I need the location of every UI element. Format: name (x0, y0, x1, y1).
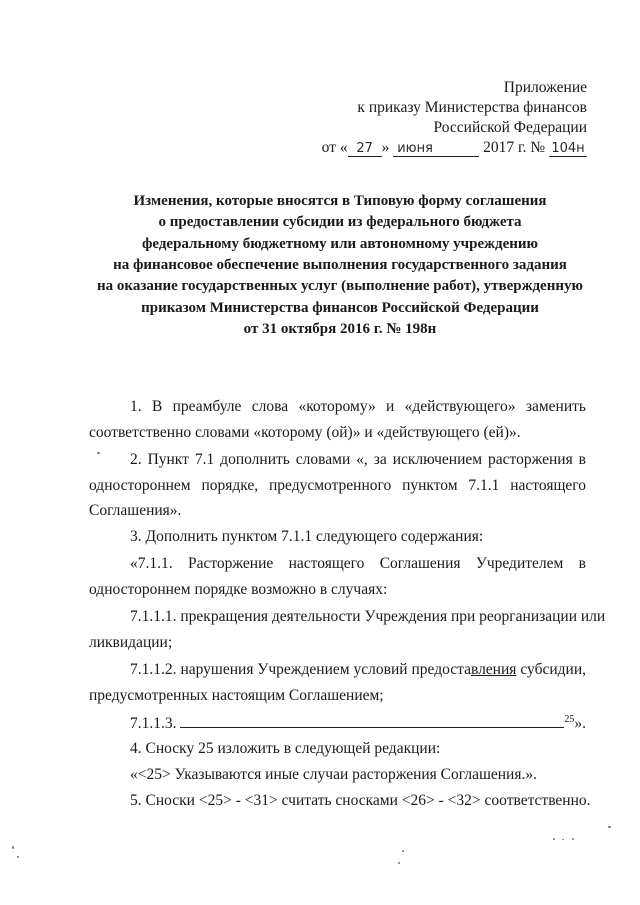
scan-speck (562, 839, 564, 840)
scan-speck (17, 856, 19, 858)
ministry-country: Российской Федерации (433, 119, 587, 136)
appendix-label: Приложение (503, 79, 587, 96)
order-reference: к приказу Министерства финансов (357, 99, 587, 116)
scan-speck (402, 850, 404, 852)
order-date-line (322, 138, 587, 157)
scan-speck (572, 838, 574, 840)
scan-speck (553, 838, 555, 840)
para-4-line-2: одностороннем порядке возможно в случаях: (89, 581, 388, 598)
date-mid: » (381, 139, 390, 156)
title-line-3: федеральному бюджетному или автономному учреждению (141, 236, 539, 252)
title-line-1: Изменения, которые вносятся в Типовую форму соглашения (133, 193, 547, 209)
para-10-line-1: 5. Сноски <25> - <31> считать сносками <26> - <32> соответственно. (130, 792, 591, 809)
para-7-suffix: ». (574, 715, 586, 732)
para-6-line-2: предусмотренных настоящим Соглашением; (89, 687, 384, 704)
scan-speck (12, 846, 14, 849)
date-day-handwritten: 27 (348, 141, 382, 157)
title-line-7: от 31 октября 2016 г. № 198н (243, 321, 437, 337)
para-1-line-1: 1. В преамбуле слова «которому» и «действующего» заменить (130, 398, 586, 415)
para-5-line-1: 7.1.1.1. прекращения деятельности Учреждения при реорганизации или (130, 608, 606, 625)
date-prefix: от « (321, 139, 348, 156)
para-6-underlined: вления (470, 661, 517, 678)
para-6-text-c: субсидии, (516, 661, 586, 678)
para-8-line-1: 4. Сноску 25 изложить в следующей редакции: (130, 740, 441, 757)
para-2-line-1: 2. Пункт 7.1 дополнить словами «, за исключением расторжения в (130, 451, 586, 468)
date-month-handwritten: июня (393, 141, 479, 157)
scan-speck (97, 452, 100, 454)
para-7-line-1 (130, 713, 586, 733)
scan-speck (398, 862, 400, 864)
para-1-line-2: соответственно словами «которому (ой)» и «действующего (ей)». (89, 424, 521, 441)
scan-speck (608, 826, 611, 828)
blank-fill-line (180, 713, 564, 728)
title-line-4: на финансовое обеспечение выполнения государственного задания (113, 257, 567, 273)
para-4-line-1: «7.1.1. Расторжение настоящего Соглашения Учредителем в (130, 555, 586, 572)
para-9-line-1: «<25> Указываются иные случаи расторжения Соглашения.». (130, 766, 537, 783)
para-2-line-2: одностороннем порядке, предусмотренного пунктом 7.1.1 настоящего (89, 477, 586, 494)
title-line-2: о предоставлении субсидии из федерального бюджета (158, 214, 522, 230)
title-line-6: приказом Министерства финансов Российской Федерации (141, 300, 539, 316)
para-3-line-1: 3. Дополнить пунктом 7.1.1 следующего содержания: (130, 528, 484, 545)
order-number-handwritten: 104н (549, 141, 587, 157)
para-5-line-2: ликвидации; (89, 634, 173, 651)
date-year: 2017 г. № (483, 139, 546, 156)
footnote-25-ref: 25 (564, 713, 575, 725)
para-2-line-3: Соглашения». (89, 502, 182, 519)
para-6-line-1 (130, 660, 586, 679)
para-7-prefix: 7.1.1.3. (130, 715, 177, 732)
para-6-text-a: 7.1.1.2. нарушения Учреждением условий предоста (130, 661, 471, 678)
title-line-5: на оказание государственных услуг (выполнение работ), утвержденную (97, 278, 583, 294)
